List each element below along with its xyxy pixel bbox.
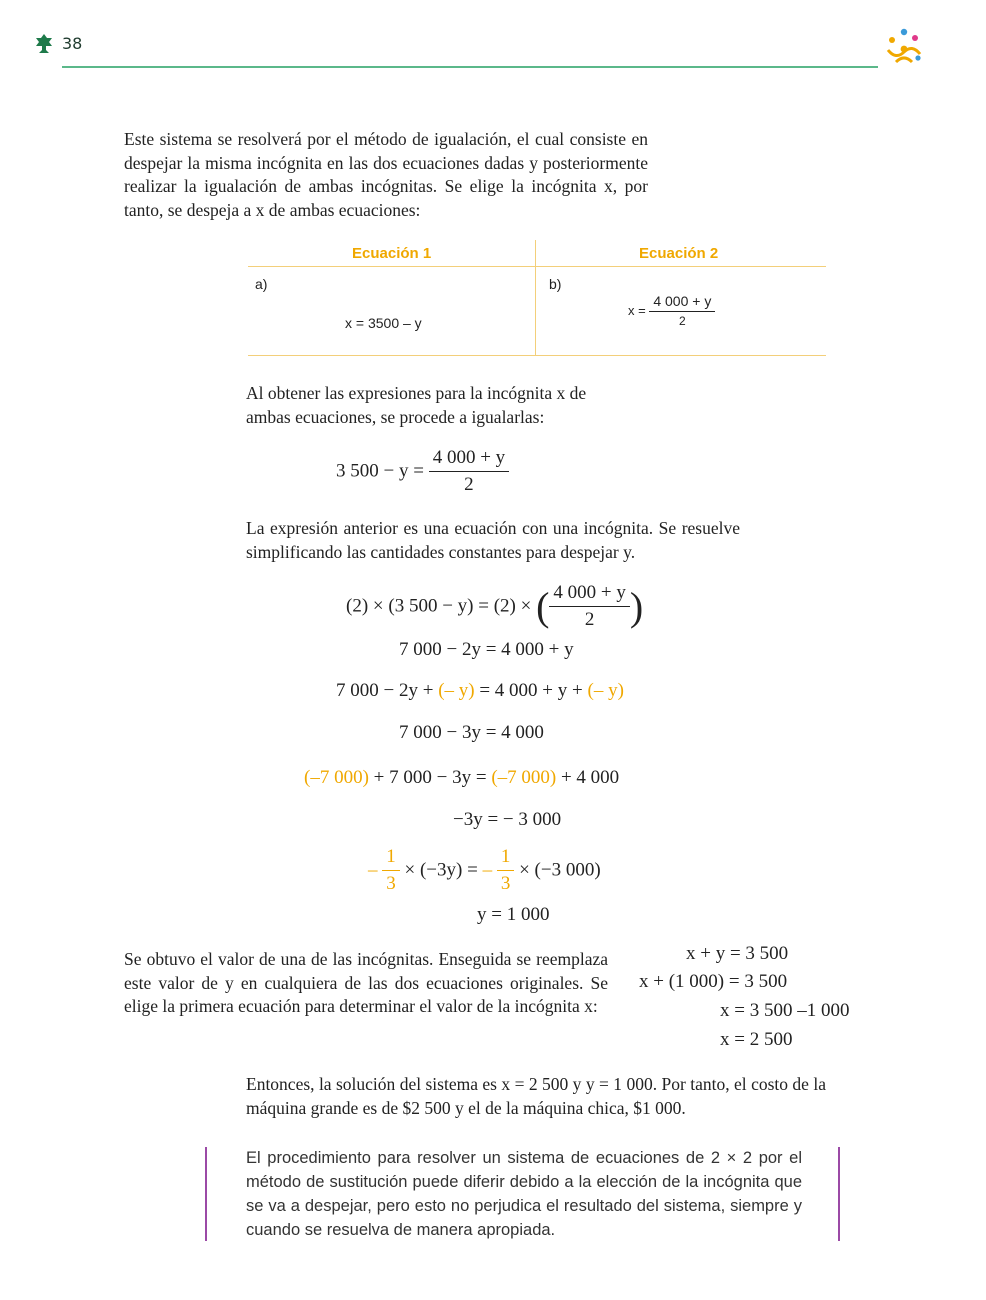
step-2: 7 000 − 2y = 4 000 + y	[399, 639, 574, 660]
step-1-denominator: 2	[584, 609, 595, 630]
equation-equated	[336, 447, 509, 496]
note-text: El procedimiento para resolver un sistema de ecuaciones de 2 × 2 por el método de sustitución puede diferir debido a la elección de la incógnita que se va a despejar, pero esto no perjudica el resultado del sistema, siempre y cuando se resuelva de manera apropiada.	[246, 1149, 802, 1239]
paren-open: (	[536, 584, 550, 629]
step-7-denominator: 3	[386, 873, 396, 894]
intro-paragraph: Este sistema se resolverá por el método de igualación, el cual consiste en despejar la misma incógnita en las dos ecuaciones dadas y posteriormente realizar la igualación de ambas incógnitas. Se elige la incógnita x, por tanto, se despeja a x de ambas ecuaciones:	[124, 129, 648, 220]
step-3-c: = 4 000 + y +	[474, 680, 588, 701]
subst-4: x = 2 500	[720, 1029, 793, 1050]
step-7-sign-2: –	[482, 859, 493, 881]
step-1-lhs: (2) × (3 500 − y) = (2) ×	[346, 595, 532, 617]
paragraph-simplify: La expresión anterior es una ecuación con una incógnita. Se resuelve simplificando las cantidades constantes para despejar y.	[246, 518, 740, 562]
step-7-sign: –	[368, 859, 378, 881]
equated-lhs: 3 500 − y =	[336, 460, 424, 482]
table-tag-a: a)	[255, 276, 268, 292]
step-7-numerator-2: 1	[497, 846, 515, 871]
step-5	[304, 767, 619, 789]
step-1-numerator: 4 000 + y	[549, 582, 629, 607]
equated-denominator: 2	[464, 474, 474, 495]
step-8: y = 1 000	[477, 904, 550, 925]
paragraph-substitute: Se obtuvo el valor de una de las incógnitas. Enseguida se reemplaza este valor de y en cualquiera de las dos ecuaciones originales. Se elige la primera ecuación para determinar el valor de la incógnita x:	[124, 949, 608, 1016]
step-3-highlight-2: (– y)	[587, 680, 624, 701]
note-bar-left	[205, 1147, 207, 1241]
subst-1: x + y = 3 500	[686, 943, 789, 964]
paragraph-equate: Al obtener las expresiones para la incógnita x de ambas ecuaciones, se procede a igualarlas:	[246, 383, 587, 427]
table-header-eq2: Ecuación 2	[639, 245, 719, 262]
equated-numerator: 4 000 + y	[429, 447, 509, 472]
table-divider	[535, 240, 536, 356]
step-3-highlight-1: (– y)	[438, 680, 475, 701]
subst-2: x + (1 000) = 3 500	[639, 971, 788, 992]
table-rule-top	[248, 266, 826, 267]
step-7-denominator-2: 3	[500, 873, 511, 894]
equation-2	[628, 293, 715, 328]
paragraph-conclusion: Entonces, la solución del sistema es x = 2 500 y y = 1 000. Por tanto, el costo de la máquina grande es de $2 500 y el de la máquina chica, $1 000.	[246, 1074, 826, 1118]
equation-1: x = 3500 – y	[345, 315, 422, 331]
book-icon	[34, 33, 54, 55]
note-bar-right	[838, 1147, 840, 1241]
step-5-d: + 4 000	[556, 767, 620, 788]
logo-icon	[882, 26, 926, 70]
page-number: 38	[62, 34, 83, 53]
step-1	[346, 582, 643, 631]
step-3	[336, 680, 624, 702]
paren-close: )	[629, 584, 644, 629]
step-4: 7 000 − 3y = 4 000	[399, 722, 544, 743]
step-7	[368, 846, 601, 895]
step-5-highlight-1: (–7 000)	[304, 767, 369, 788]
step-6: −3y = − 3 000	[453, 809, 562, 830]
equation-2-numerator: 4 000 + y	[649, 293, 715, 312]
table-header-eq1: Ecuación 1	[352, 245, 432, 262]
step-7-numerator: 1	[382, 846, 400, 871]
table-tag-b: b)	[549, 276, 562, 292]
table-rule-bottom	[248, 355, 826, 356]
step-7-mid: × (−3y) =	[404, 859, 483, 881]
step-5-b: + 7 000 − 3y =	[368, 767, 492, 788]
step-5-highlight-2: (–7 000)	[491, 767, 557, 788]
subst-3: x = 3 500 –1 000	[720, 1000, 850, 1021]
step-3-a: 7 000 − 2y +	[336, 680, 439, 701]
equation-2-lhs: x =	[628, 303, 646, 318]
equation-2-denominator: 2	[679, 314, 686, 328]
step-7-end: × (−3 000)	[519, 859, 601, 881]
header-rule	[62, 66, 878, 68]
